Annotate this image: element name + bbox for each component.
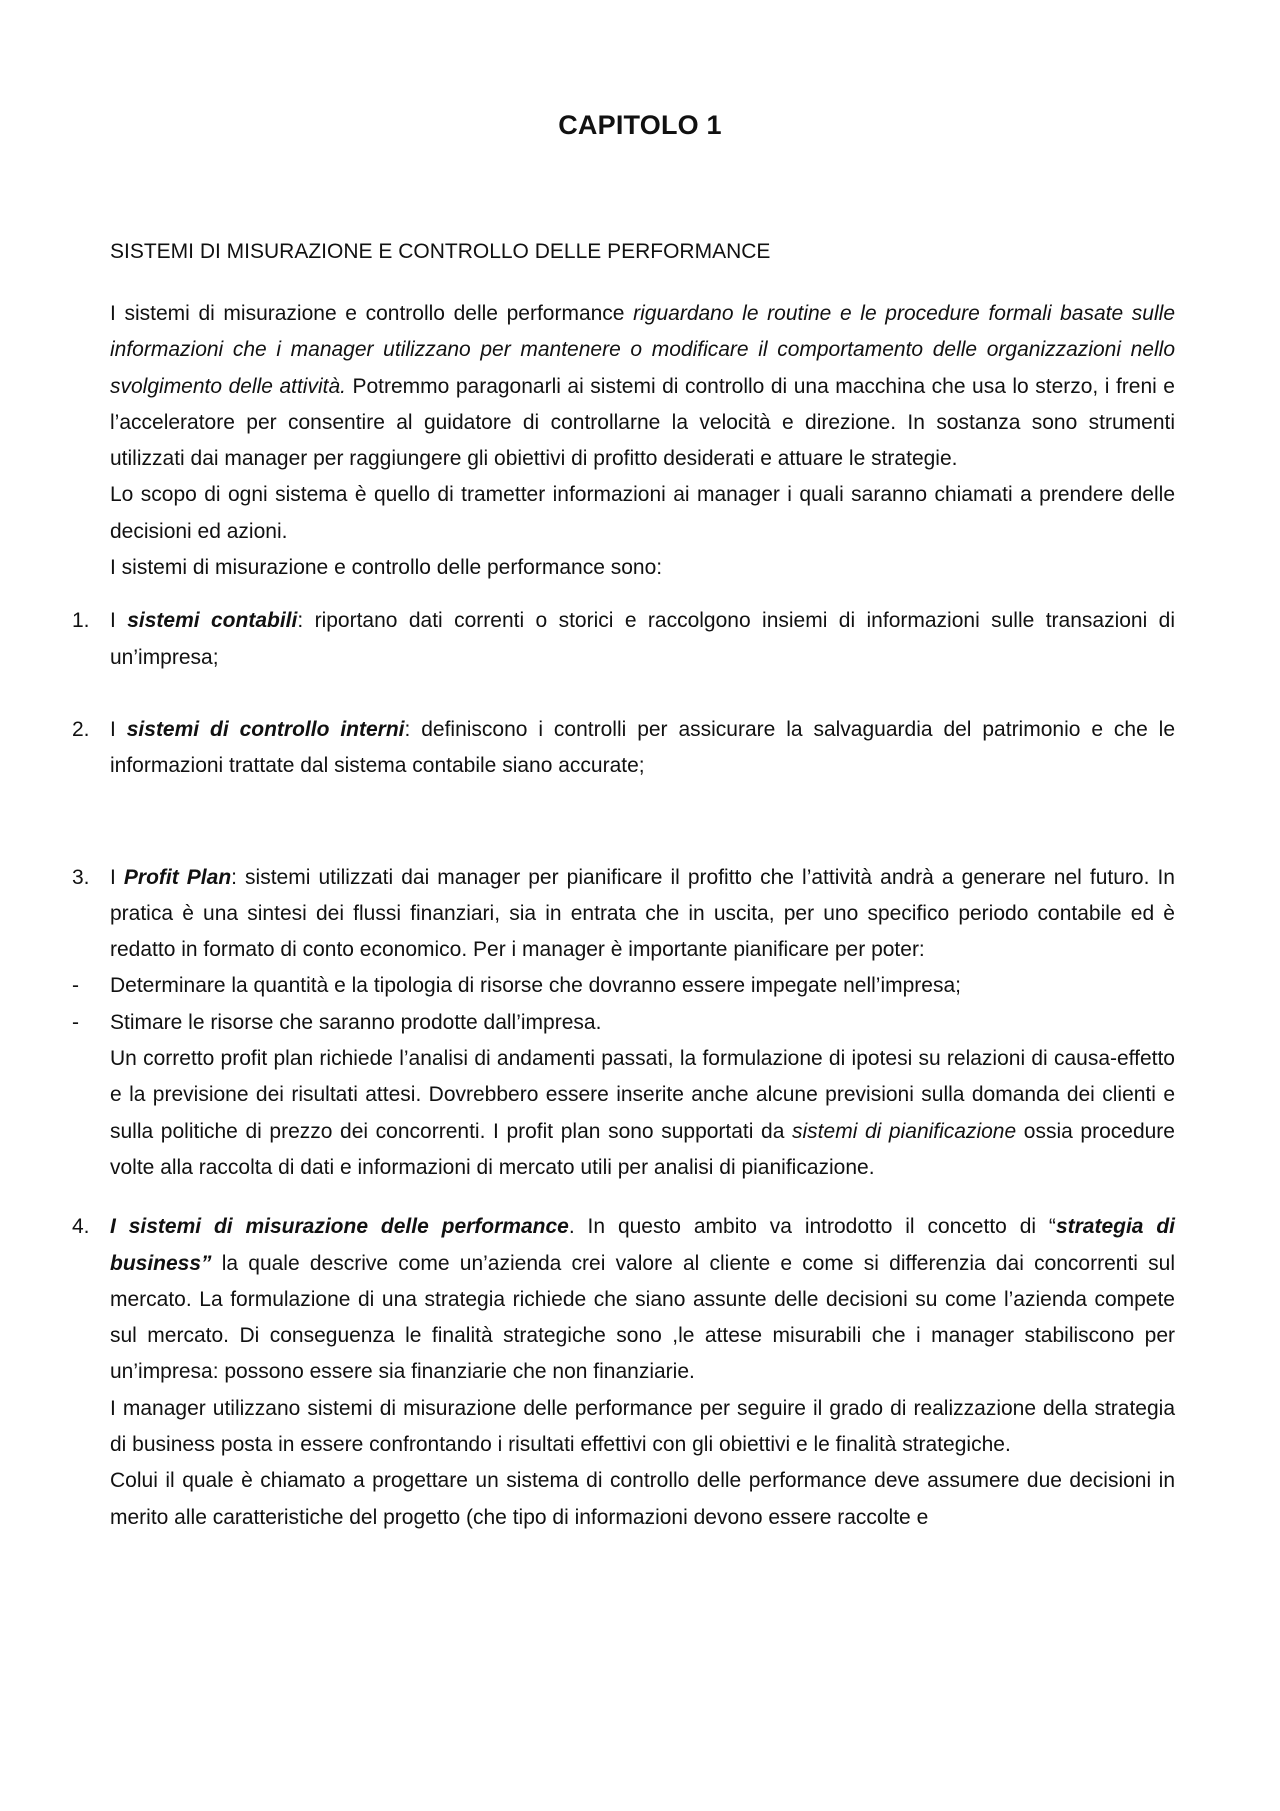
list-item-text	[110, 860, 1175, 969]
list-number: 3.	[72, 865, 90, 889]
list-item-text	[110, 712, 1175, 785]
bullet-text: Stimare le risorse che saranno prodotte dall’impresa.	[110, 1010, 602, 1034]
list-item-description: : definiscono i controlli per assicurare la salvaguardia del patrimonio e che le informazioni trattate dal sistema contabile siano accurate;	[110, 717, 1176, 778]
list-item-description: : riportano dati correnti o storici e raccolgono insiemi di informazioni sulle transazioni di un’impresa;	[110, 609, 1176, 669]
list-item-term: sistemi contabili	[127, 609, 298, 633]
list-item-text	[110, 603, 1175, 676]
list-item-description-b: la quale descrive come un’azienda crei valore al cliente e come si differenzia dai concorrenti sul mercato. La formulazione di una strategia richiede che siano assunte delle decisioni su come l’azienda compete sul mercato. Di conseguenza le finalità strategiche sono ,le attese misurabili che i manager stabiliscono per un’impresa: possono essere sia finanziarie che non finanziarie.	[110, 1251, 1175, 1384]
list-number: 4.	[72, 1215, 90, 1239]
list-item-internal-control-systems	[72, 712, 1176, 785]
intro-text-a: I sistemi di misurazione e controllo delle performance	[110, 302, 634, 325]
list-item-prefix: I	[110, 865, 124, 889]
section-heading: SISTEMI DI MISURAZIONE E CONTROLLO DELLE PERFORMANCE	[110, 240, 771, 263]
list-number: 1.	[72, 609, 90, 633]
chapter-title: CAPITOLO 1	[558, 110, 722, 140]
list-item-description-a: . In questo ambito va introdotto il concetto di “	[568, 1215, 1056, 1239]
list-item-description: : sistemi utilizzati dai manager per pianificare il profitto che l’attività andrà a generare nel futuro. In pratica è una sintesi dei flussi finanziari, sia in entrata che in uscita, per uno specifico periodo contabile ed è redatto in formato di conto economico. Per i manager è importante pianificare per poter:	[110, 865, 1175, 962]
intro-text-b: Potremmo paragonarli ai sistemi di controllo di una macchina che usa lo sterzo, i freni e l’acceleratore per consentire al guidatore di controllarne la velocità e direzione. In sostanza sono strumenti utilizzati dai manager per raggiungere gli obiettivi di profitto desiderati e attuare le strategie.	[110, 374, 1175, 471]
bullet-item	[72, 1005, 1175, 1041]
bullet-text: Determinare la quantità e la tipologia di risorse che dovranno essere impegate nell’impresa;	[110, 974, 961, 998]
list-item-term: Profit Plan	[123, 865, 232, 889]
list-number: 2.	[72, 717, 90, 741]
intro-paragraph	[110, 296, 1175, 477]
list-item-prefix: I	[110, 717, 127, 741]
list-item-term-strategy: strategia di business”	[110, 1215, 1176, 1275]
document-body	[72, 296, 1176, 1536]
profit-plan-paragraph	[110, 1041, 1175, 1186]
profit-plan-text-b: ossia procedure volte alla raccolta di dati e informazioni di mercato utili per analisi di pianificazione.	[110, 1119, 1175, 1179]
intro-purpose-paragraph: Lo scopo di ogni sistema è quello di trametter informazioni ai manager i quali saranno chiamati a prendere delle decisioni ed azioni.	[110, 483, 1175, 543]
performance-paragraph-3: Colui il quale è chiamato a progettare un sistema di controllo delle performance deve assumere due decisioni in merito alle caratteristiche del progetto (che tipo di informazioni devono essere raccolte e	[110, 1469, 1175, 1529]
intro-list-lead: I sistemi di misurazione e controllo delle performance sono:	[110, 556, 663, 580]
list-item-profit-plan	[72, 860, 1175, 1187]
list-item-text	[110, 1209, 1175, 1390]
list-item-performance-measurement	[72, 1209, 1176, 1536]
bullet-mark: -	[72, 1010, 79, 1034]
profit-plan-text-a: Un corretto profit plan richiede l’analisi di andamenti passati, la formulazione di ipotesi su relazioni di causa-effetto e la previsione dei risultati attesi. Dovrebbero essere inserite anche alcune previsioni sulla domanda dei clienti e sulla politiche di prezzo dei concorrenti. I profit plan sono supportati da	[110, 1047, 1175, 1143]
list-item-prefix: I	[110, 609, 128, 633]
bullet-mark: -	[72, 974, 79, 998]
performance-paragraph-2: I manager utilizzano sistemi di misurazione delle performance per seguire il grado di realizzazione della strategia di business posta in essere confrontando i risultati effettivi con gli obiettivi e le finalità strategiche.	[110, 1396, 1175, 1457]
list-item-term: I sistemi di misurazione delle performance	[110, 1215, 569, 1239]
intro-italic-definition: riguardano le routine e le procedure formali basate sulle informazioni che i manager utilizzano per mantenere o modificare il comportamento delle organizzazioni nello svolgimento delle attività.	[110, 302, 1175, 398]
bullet-item	[72, 968, 1175, 1004]
list-item-accounting-systems	[72, 603, 1176, 676]
list-item-term: sistemi di controllo interni	[126, 717, 405, 741]
profit-plan-italic-term: sistemi di pianificazione	[792, 1119, 1017, 1143]
